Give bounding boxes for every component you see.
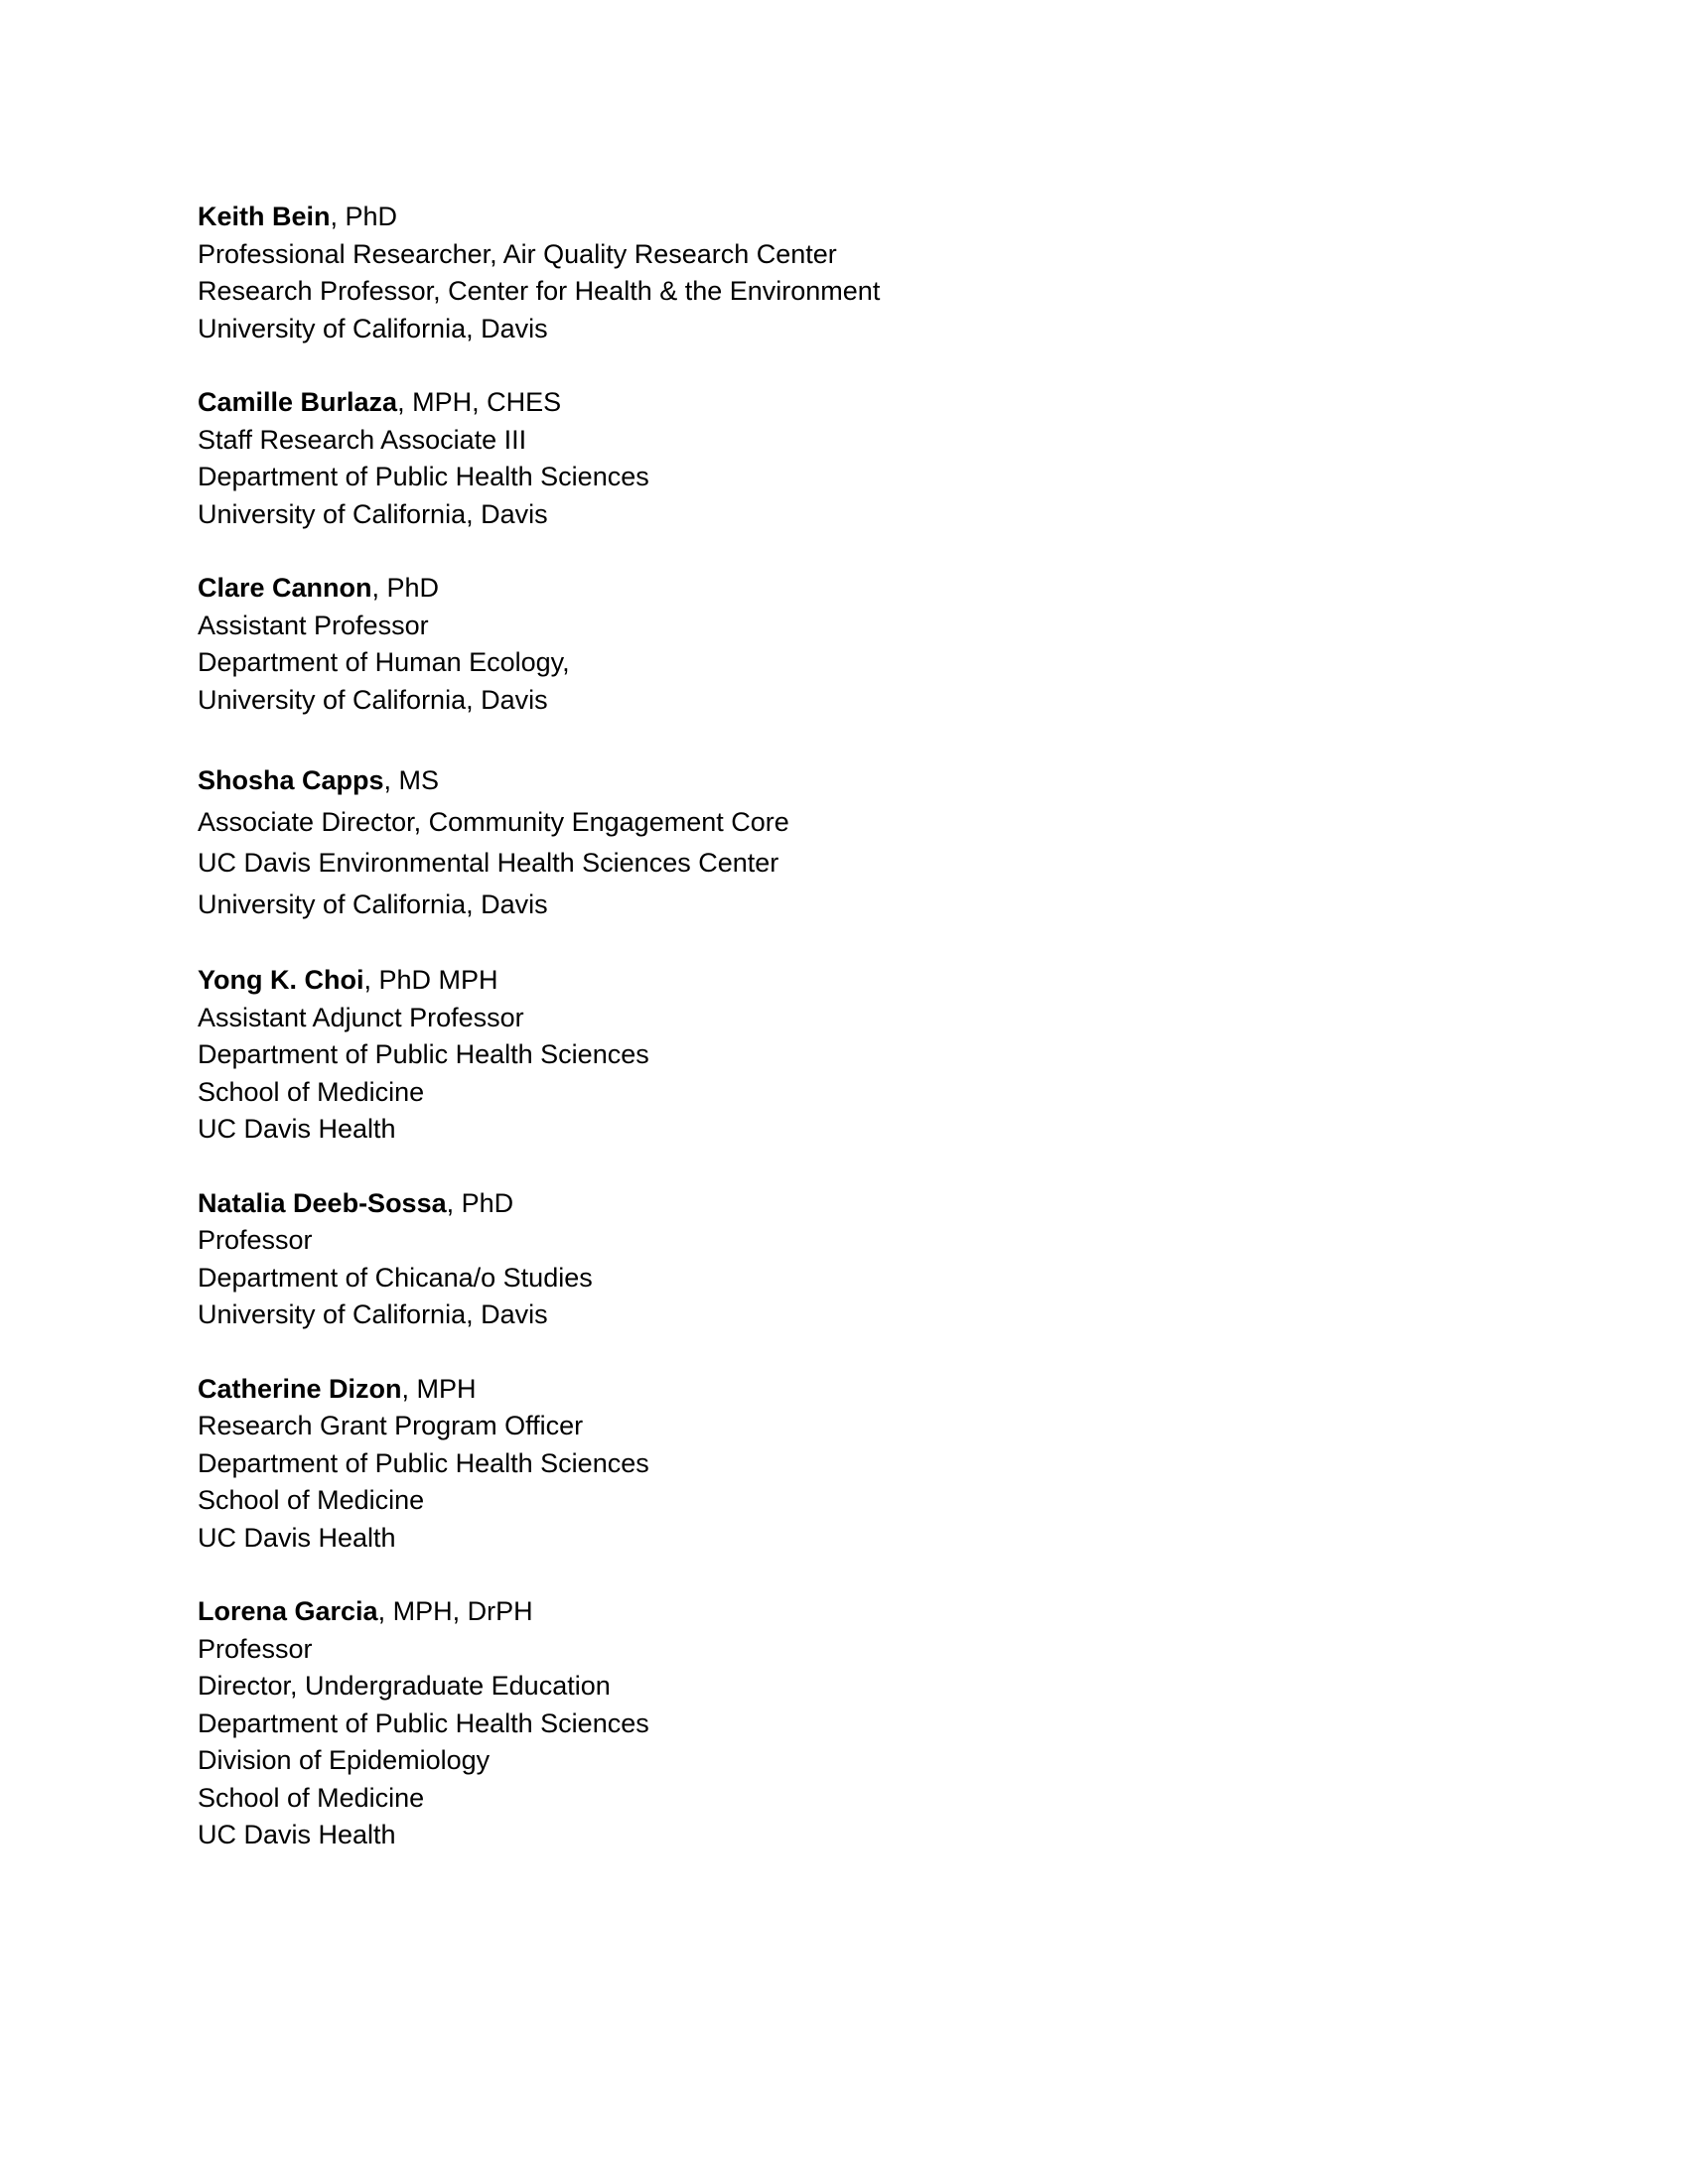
person-heading <box>198 570 1488 608</box>
person-name: Lorena Garcia <box>198 1596 378 1626</box>
person-credentials: , MPH <box>401 1373 477 1404</box>
person-name: Natalia Deeb-Sossa <box>198 1187 447 1218</box>
person-detail-line: Assistant Professor <box>198 610 429 640</box>
person-detail-line: Assistant Adjunct Professor <box>198 1002 524 1032</box>
person-detail-line: Department of Chicana/o Studies <box>198 1262 593 1293</box>
person-name: Shosha Capps <box>198 765 384 795</box>
person-detail-line: School of Medicine <box>198 1782 425 1813</box>
person-credentials: , PhD <box>446 1187 514 1218</box>
person-entry-dizon <box>198 1371 1488 1558</box>
person-heading <box>198 760 1488 802</box>
person-entry-cannon <box>198 570 1488 719</box>
person-detail-line: Professor <box>198 1225 313 1255</box>
person-heading <box>198 962 1488 1000</box>
person-detail-line: University of California, Davis <box>198 313 548 343</box>
person-heading <box>198 1371 1488 1409</box>
person-name: Camille Burlaza <box>198 387 398 417</box>
person-detail-line: Department of Public Health Sciences <box>198 462 649 491</box>
person-detail-line: Division of Epidemiology <box>198 1745 491 1775</box>
person-detail-line: Staff Research Associate III <box>198 424 527 455</box>
person-entry-choi <box>198 962 1488 1149</box>
person-entry-burlaza <box>198 384 1488 533</box>
person-name: Catherine Dizon <box>198 1373 402 1404</box>
person-credentials: , MS <box>383 765 440 795</box>
person-heading <box>198 1593 1488 1631</box>
person-detail-line: Department of Public Health Sciences <box>198 1039 649 1069</box>
person-entry-deeb-sossa <box>198 1185 1488 1334</box>
person-name: Keith Bein <box>198 202 331 231</box>
document-page <box>198 199 1488 1891</box>
person-credentials: , PhD <box>371 573 440 603</box>
person-detail-line: School of Medicine <box>198 1485 425 1515</box>
person-detail-line: Department of Public Health Sciences <box>198 1447 649 1478</box>
person-detail-line: University of California, Davis <box>198 498 548 529</box>
person-heading <box>198 384 1488 422</box>
person-entry-bein <box>198 199 1488 347</box>
person-credentials: , MPH, CHES <box>397 387 562 417</box>
person-detail-line: Associate Director, Community Engagement Core <box>198 806 789 837</box>
person-heading <box>198 1185 1488 1223</box>
person-entry-capps <box>198 760 1488 925</box>
person-detail-line: UC Davis Environmental Health Sciences Center <box>198 848 779 878</box>
person-detail-line: Director, Undergraduate Education <box>198 1671 611 1701</box>
person-name: Yong K. Choi <box>198 965 364 995</box>
person-detail-line: Professor <box>198 1633 313 1664</box>
person-detail-line: UC Davis Health <box>198 1114 396 1144</box>
person-detail-line: University of California, Davis <box>198 888 548 919</box>
person-credentials: , PhD <box>330 202 398 231</box>
person-detail-line: Department of Public Health Sciences <box>198 1707 649 1738</box>
person-detail-line: University of California, Davis <box>198 684 548 715</box>
person-credentials: , MPH, DrPH <box>377 1596 533 1626</box>
person-detail-line: University of California, Davis <box>198 1299 548 1329</box>
person-detail-line: Department of Human Ecology, <box>198 647 570 677</box>
person-detail-line: Research Professor, Center for Health & the Environment <box>198 276 881 306</box>
person-name: Clare Cannon <box>198 573 372 603</box>
person-credentials: , PhD MPH <box>363 965 498 995</box>
person-detail-line: Research Grant Program Officer <box>198 1411 584 1440</box>
person-detail-line: UC Davis Health <box>198 1820 396 1849</box>
person-entry-garcia <box>198 1593 1488 1854</box>
person-detail-line: UC Davis Health <box>198 1522 396 1553</box>
person-heading <box>198 199 1488 236</box>
person-detail-line: School of Medicine <box>198 1076 425 1107</box>
person-detail-line: Professional Researcher, Air Quality Research Center <box>198 238 837 269</box>
